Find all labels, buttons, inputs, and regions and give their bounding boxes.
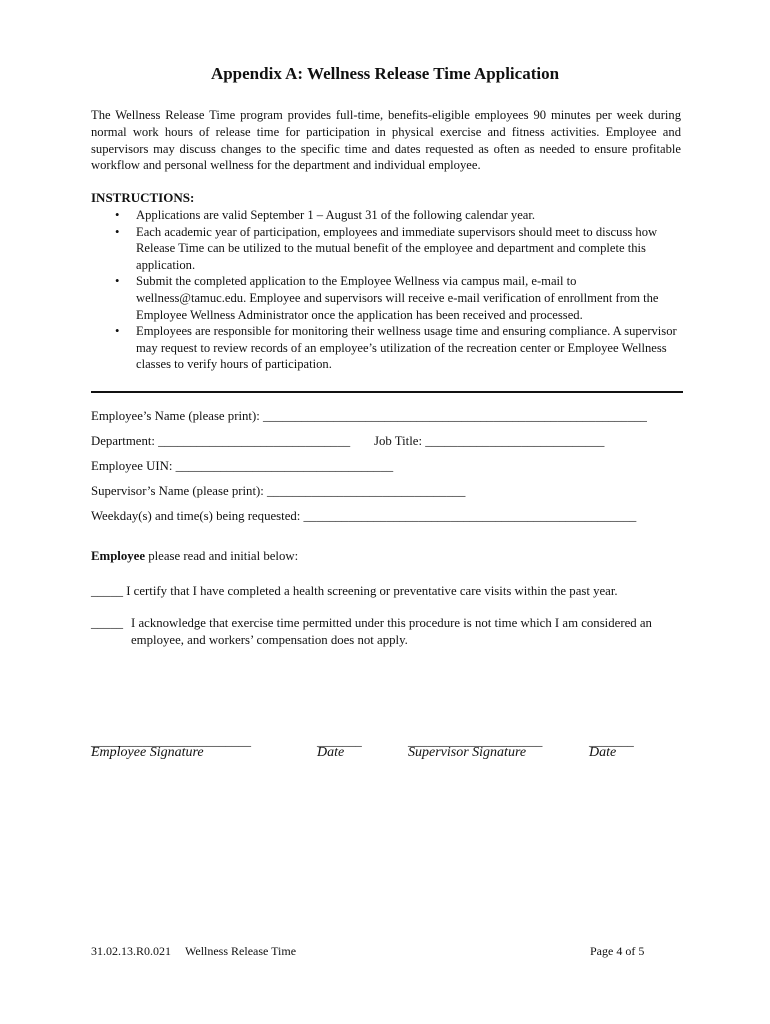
footer-doc-id: 31.02.13.R0.021 <box>91 944 172 958</box>
supervisor-signature-label: Supervisor Signature <box>408 745 527 760</box>
list-item <box>91 273 683 323</box>
bullet-icon: • <box>115 274 120 289</box>
footer-page-number: Page 4 of 5 <box>590 944 645 958</box>
instructions-heading: INSTRUCTIONS: <box>91 190 195 205</box>
initial-blank[interactable]: _____ <box>91 584 123 598</box>
employee-name-field[interactable]: Employee’s Name (please print): ____________________________________________________________ <box>91 409 647 423</box>
employee-signature-line[interactable]: _________________________ <box>91 734 251 748</box>
supervisor-date-label: Date <box>589 745 617 760</box>
supervisor-date-line[interactable]: _______ <box>589 734 634 748</box>
employee-uin-field[interactable]: Employee UIN: __________________________________ <box>91 459 394 473</box>
employee-prompt-text: please read and initial below: <box>145 549 299 563</box>
employee-signature-label: Employee Signature <box>91 745 204 760</box>
instruction-text: Applications are valid September 1 – August 31 of the following calendar year. <box>136 208 536 222</box>
instruction-text: Employees are responsible for monitoring their wellness usage time and ensuring compliance. A supervisor may request to review records of an employee’s utilization of the recreation center or Employee Wellness classes to verify hours of participation. <box>136 324 677 372</box>
list-item <box>91 207 683 224</box>
instructions-list <box>91 207 683 373</box>
bullet-icon: • <box>115 324 120 339</box>
bullet-icon: • <box>115 208 120 222</box>
instruction-text: Each academic year of participation, employees and immediate supervisors should meet to discuss how Release Time can be utilized to the mutual benefit of the employee and department and complete this application. <box>136 224 658 272</box>
list-item <box>91 224 683 274</box>
footer-doc-name: Wellness Release Time <box>185 944 297 958</box>
employee-prompt-bold: Employee <box>91 549 146 563</box>
job-title-field[interactable]: Job Title: ____________________________ <box>374 434 605 448</box>
weekdays-times-field[interactable]: Weekday(s) and time(s) being requested: ____________________________________________________ <box>91 509 637 523</box>
supervisor-name-field[interactable]: Supervisor’s Name (please print): _______________________________ <box>91 484 466 498</box>
bullet-icon: • <box>115 224 120 239</box>
initial-blank[interactable]: _____ <box>91 616 123 630</box>
instruction-text: Submit the completed application to the Employee Wellness via campus mail, e-mail to wellness@tamuc.edu. Employee and supervisors will receive e-mail verification of enrollment from the Employee Wellness Administrator once the application has been received and processed. <box>136 274 659 322</box>
department-field[interactable]: Department: ______________________________ <box>91 434 351 448</box>
employee-date-label: Date <box>317 745 345 760</box>
certification-acknowledge <box>91 615 691 649</box>
page-title: Appendix A: Wellness Release Time Application <box>210 64 560 83</box>
employee-initial-prompt <box>91 549 298 564</box>
section-divider <box>91 391 683 393</box>
supervisor-signature-line[interactable]: _____________________ <box>408 734 543 748</box>
employee-date-line[interactable]: _______ <box>317 734 362 748</box>
certification-text: I certify that I have completed a health screening or preventative care visits within the past year. <box>126 584 618 598</box>
certification-text: I acknowledge that exercise time permitted under this procedure is not time which I am considered an employee, and workers’ compensation does not apply. <box>131 616 652 647</box>
intro-paragraph: The Wellness Release Time program provides full-time, benefits-eligible employees 90 minutes per week during normal work hours of release time for participation in physical exercise and fitness activities. Employee and supervisors may discuss changes to the specific time and dates requested as often as needed to ensure profitable workflow and personal wellness for the department and individual employee. <box>91 108 681 173</box>
list-item <box>91 323 683 373</box>
certification-health-screening <box>91 583 691 600</box>
